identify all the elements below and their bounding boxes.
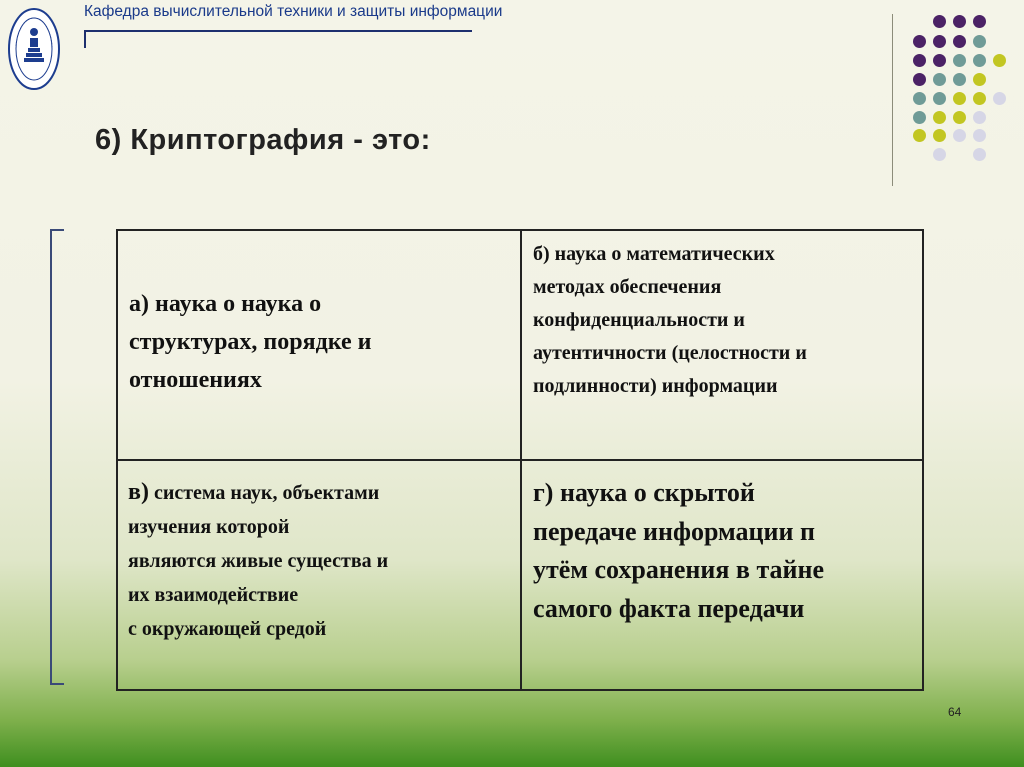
decor-dot bbox=[913, 111, 926, 124]
decor-dot bbox=[973, 148, 986, 161]
left-bracket-decor bbox=[50, 229, 64, 685]
decor-dot bbox=[973, 73, 986, 86]
decor-dot bbox=[973, 92, 986, 105]
decor-dot bbox=[933, 129, 946, 142]
decor-dot bbox=[953, 73, 966, 86]
decor-dot bbox=[933, 35, 946, 48]
decor-dot bbox=[993, 54, 1006, 67]
option-b-text: б) наука о математических методах обеспечения конфиденциальности и аутентичности (целостности и подлинности) информации bbox=[533, 243, 807, 397]
decor-dot bbox=[913, 54, 926, 67]
header-rule bbox=[84, 30, 472, 32]
decor-divider bbox=[892, 14, 893, 186]
decor-dot bbox=[913, 35, 926, 48]
decor-dot bbox=[953, 15, 966, 28]
decor-dot bbox=[973, 129, 986, 142]
decor-dot bbox=[993, 92, 1006, 105]
decor-dot bbox=[973, 35, 986, 48]
answer-grid bbox=[116, 229, 924, 691]
decor-dot bbox=[933, 111, 946, 124]
decor-dot bbox=[953, 35, 966, 48]
page-number: 64 bbox=[948, 705, 962, 719]
decor-dot bbox=[913, 129, 926, 142]
decor-dot bbox=[933, 73, 946, 86]
decor-dot bbox=[953, 129, 966, 142]
decor-dot bbox=[913, 73, 926, 86]
decor-dot bbox=[973, 111, 986, 124]
decor-dot bbox=[953, 54, 966, 67]
decor-dot bbox=[933, 54, 946, 67]
option-a-text: а) наука о наука о структурах, порядке и отношениях bbox=[129, 291, 372, 393]
decor-dot bbox=[913, 92, 926, 105]
decor-dot bbox=[933, 92, 946, 105]
option-c-cell[interactable] bbox=[118, 461, 522, 689]
option-c-text: в) система наук, объектами изучения которой являются живые существа и их взаимодействие с окружающей средой bbox=[128, 479, 389, 640]
university-logo bbox=[6, 4, 62, 94]
decor-dot bbox=[953, 92, 966, 105]
decor-dot bbox=[973, 15, 986, 28]
slide-title: 6) Криптография - это: bbox=[95, 124, 431, 156]
decor-dot bbox=[933, 15, 946, 28]
department-name: Кафедра вычислительной техники и защиты информации bbox=[84, 3, 503, 20]
option-b-cell[interactable] bbox=[522, 231, 922, 461]
option-d-cell[interactable] bbox=[522, 461, 922, 689]
decor-dot bbox=[973, 54, 986, 67]
header-rule-tick bbox=[84, 30, 86, 48]
option-d-text: г) наука о скрытой передаче информации п утём сохранения в тайне самого факта передачи bbox=[533, 478, 825, 623]
decor-dot bbox=[933, 148, 946, 161]
decor-dot bbox=[953, 111, 966, 124]
option-a-cell[interactable] bbox=[118, 231, 522, 461]
